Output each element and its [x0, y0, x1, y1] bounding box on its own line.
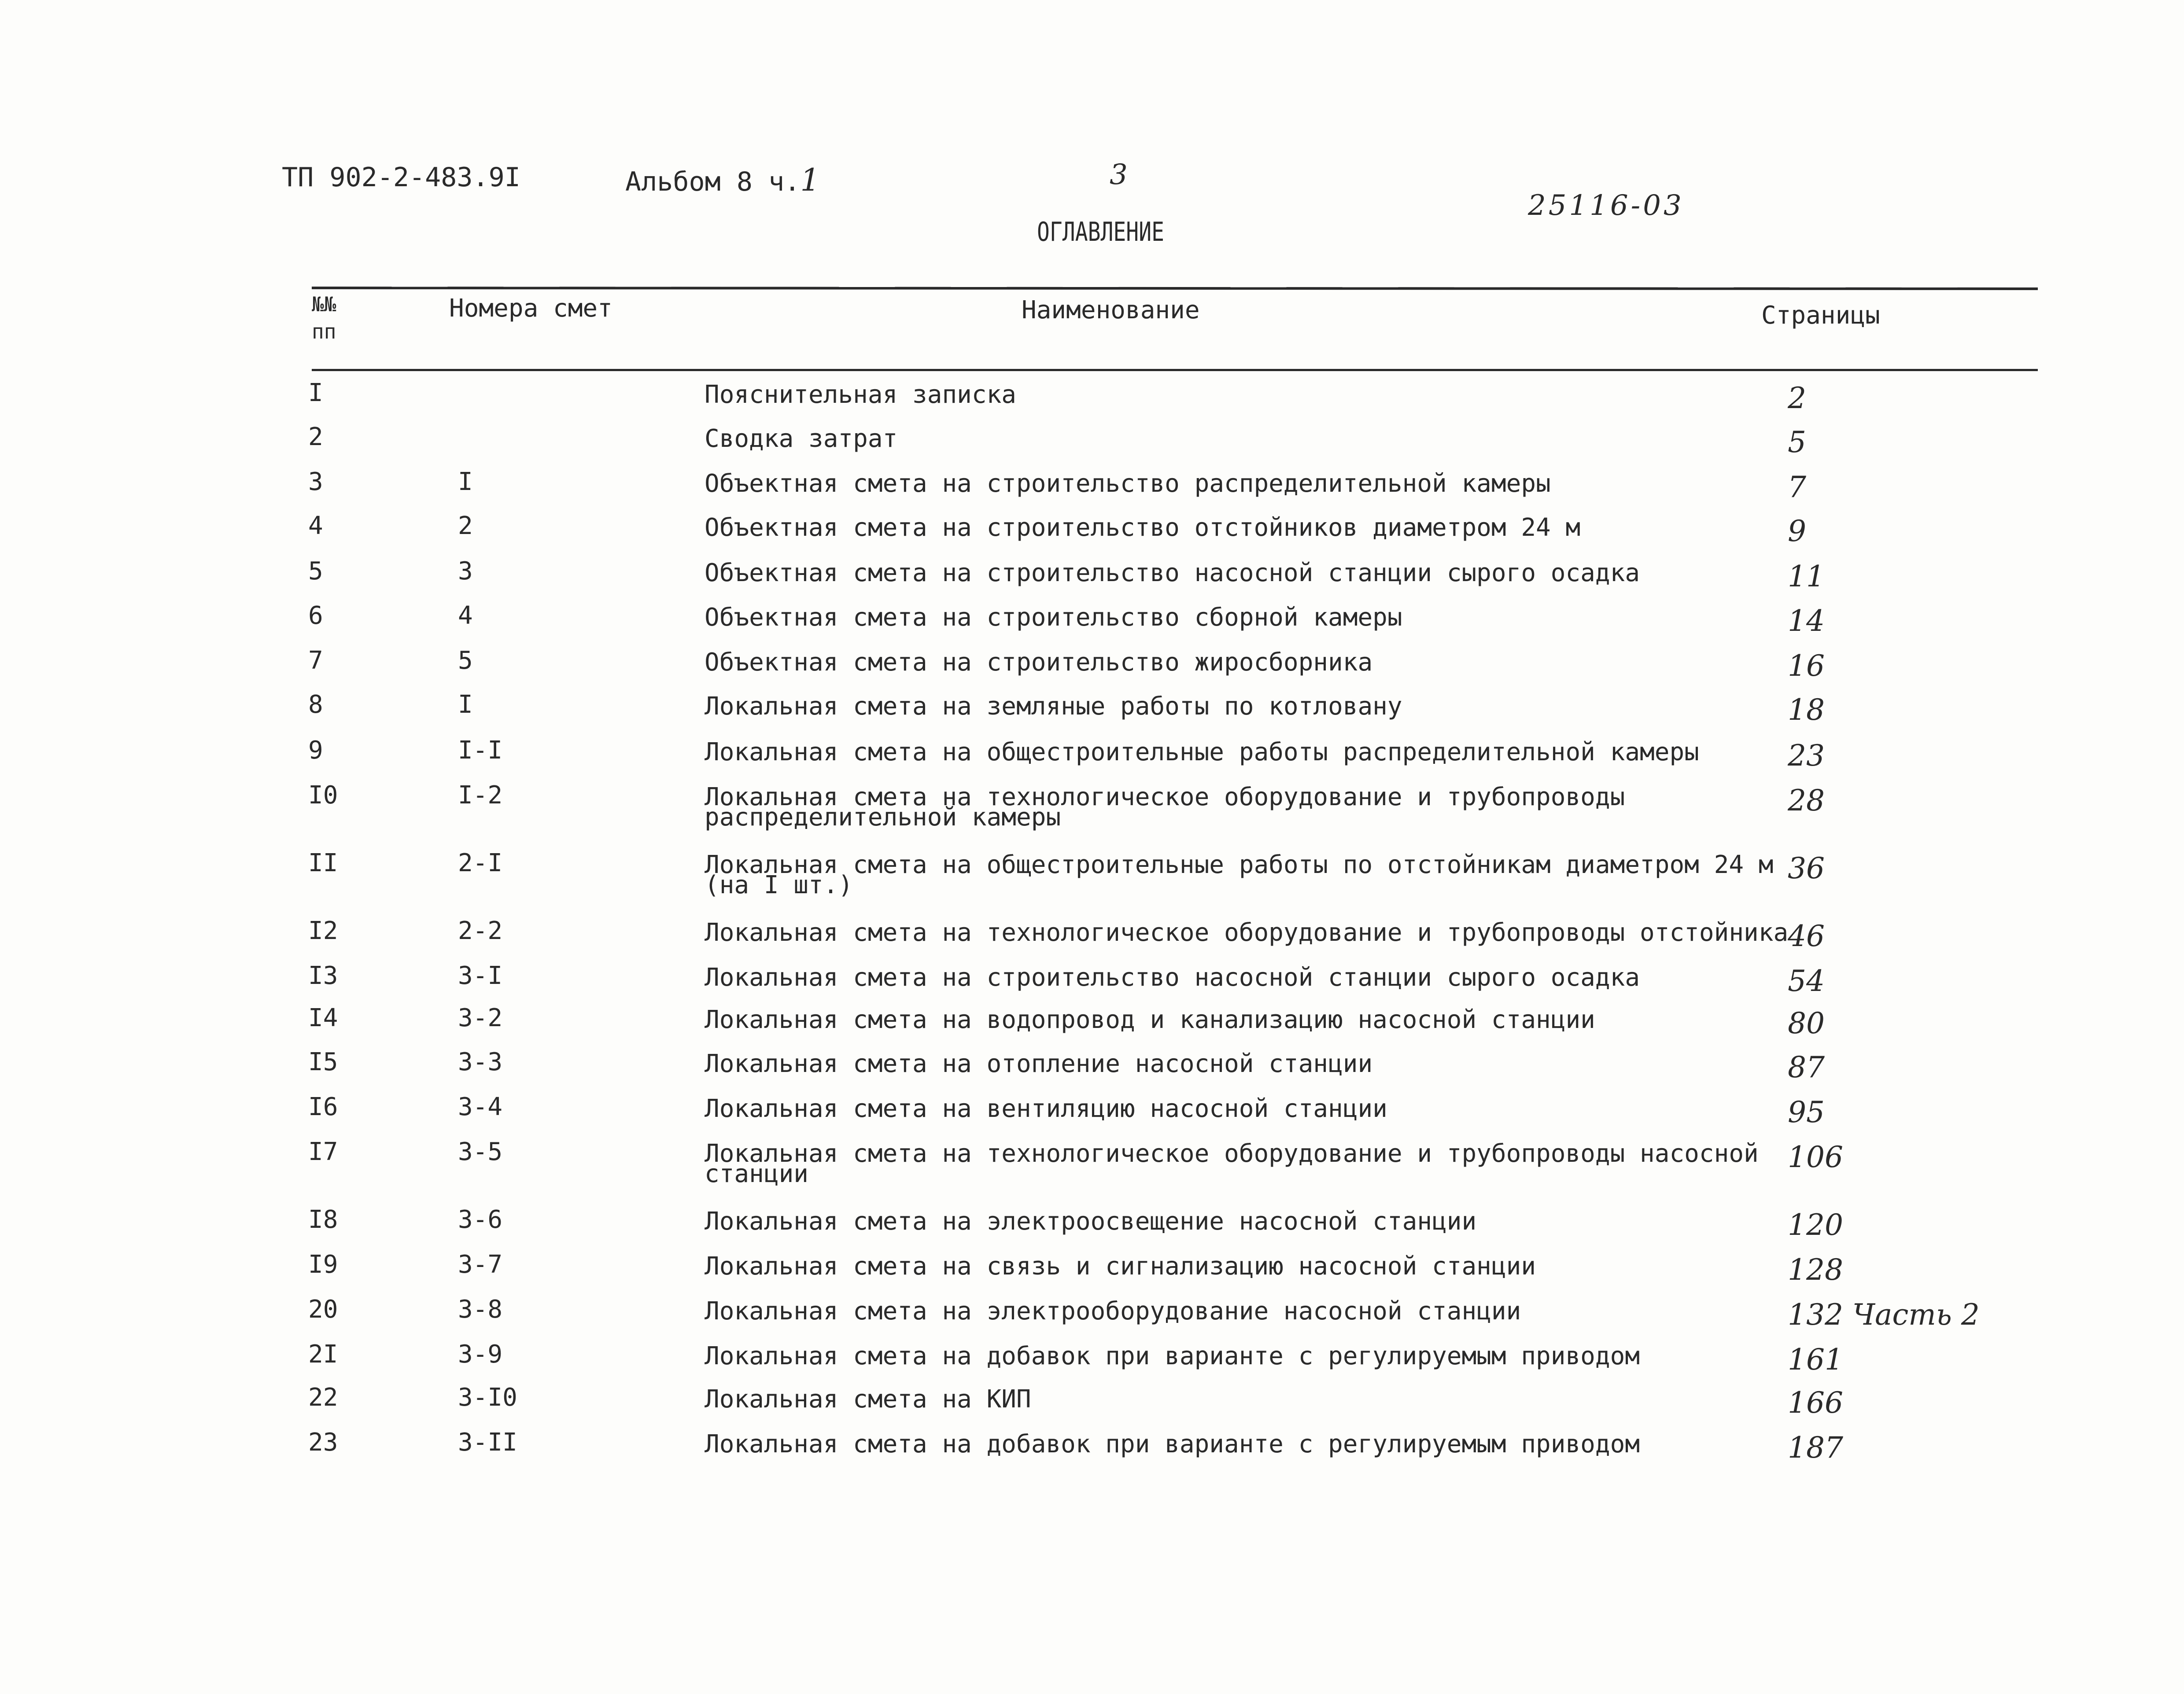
row-title-line: Локальная смета на земляные работы по котловану — [705, 692, 1402, 721]
page-reference: 46 — [1788, 919, 1825, 953]
estimate-number: 3-I — [458, 961, 503, 990]
row-number: 8 — [308, 690, 323, 719]
row-title — [705, 1342, 1640, 1370]
row-title — [705, 1094, 1387, 1123]
row-title — [705, 1252, 1536, 1281]
estimate-number: I — [458, 690, 473, 719]
row-number: 2I — [308, 1340, 338, 1369]
row-title — [705, 469, 1551, 498]
row-title-line: Локальная смета на КИП — [705, 1385, 1031, 1414]
row-title — [705, 851, 1774, 899]
row-number: II — [308, 849, 338, 877]
row-number: I0 — [308, 781, 338, 810]
row-title-line: Объектная смета на строительство жиросборника — [705, 648, 1373, 677]
row-title — [705, 559, 1640, 587]
row-title — [705, 918, 1789, 947]
page-reference: 28 — [1788, 784, 1825, 818]
row-title — [705, 783, 1625, 832]
page-reference: 5 — [1788, 425, 1806, 459]
row-title — [705, 963, 1640, 992]
row-title — [705, 513, 1581, 542]
estimate-number: 5 — [458, 646, 473, 675]
row-title-line: Сводка затрат — [705, 424, 898, 453]
row-title-line: Локальная смета на общестроительные работы распределительной камеры — [705, 738, 1699, 766]
row-title — [705, 1207, 1477, 1236]
estimate-number: 4 — [458, 601, 473, 630]
row-title — [705, 424, 898, 453]
estimate-number: 2 — [458, 512, 473, 540]
estimate-number: 3 — [458, 557, 473, 586]
document-code: ТП 902-2-483.9I — [282, 162, 520, 193]
row-number: 20 — [308, 1295, 338, 1324]
row-number: 2 — [308, 423, 323, 451]
row-title-line: Локальная смета на строительство насосной станции сырого осадка — [705, 963, 1640, 992]
row-title — [705, 603, 1402, 632]
row-title — [705, 1139, 1759, 1188]
estimate-number: 3-2 — [458, 1004, 503, 1032]
row-number: I9 — [308, 1250, 338, 1279]
estimate-number: 3-8 — [458, 1295, 503, 1324]
album-text: Альбом 8 ч. — [625, 166, 801, 197]
row-title-line: (на I шт.) — [705, 871, 853, 899]
row-title-line: Локальная смета на электрооборудование насосной станции — [705, 1297, 1521, 1326]
estimate-number: 3-II — [458, 1428, 517, 1457]
estimate-number: 3-5 — [458, 1138, 503, 1166]
page-reference: 14 — [1788, 604, 1825, 638]
page-reference: 54 — [1788, 964, 1825, 998]
page-reference: 9 — [1788, 514, 1806, 548]
estimate-number: I-2 — [458, 781, 503, 810]
row-title — [705, 1005, 1595, 1034]
row-title — [705, 1050, 1373, 1078]
row-title — [705, 1385, 1031, 1414]
row-number: I3 — [308, 961, 338, 990]
row-title-line: Локальная смета на добавок при варианте с регулируемым приводом — [705, 1430, 1640, 1458]
estimate-number: 3-7 — [458, 1250, 503, 1279]
row-title-line: Объектная смета на строительство сборной камеры — [705, 603, 1402, 632]
row-title-line: Пояснительная записка — [705, 380, 1017, 409]
estimate-number: 2-I — [458, 849, 503, 877]
estimate-number: 3-6 — [458, 1205, 503, 1234]
page-reference: 7 — [1788, 470, 1806, 504]
row-title-line: Объектная смета на строительство отстойников диаметром 24 м — [705, 513, 1581, 542]
row-title-line: Локальная смета на технологическое оборудование и трубопроводы отстойника — [705, 918, 1789, 947]
row-title — [705, 1297, 1521, 1326]
estimate-number: 3-3 — [458, 1048, 503, 1076]
row-title-line: Локальная смета на водопровод и канализацию насосной станции — [705, 1005, 1595, 1034]
row-number: 7 — [308, 646, 323, 675]
column-header-name: Наименование — [1022, 296, 1200, 324]
row-number: I8 — [308, 1205, 338, 1234]
page-reference: 106 — [1788, 1140, 1843, 1174]
row-title — [705, 738, 1699, 766]
row-number: 23 — [308, 1428, 338, 1457]
page-reference: 16 — [1788, 649, 1825, 683]
page-reference: 80 — [1788, 1006, 1825, 1040]
page-reference: 87 — [1788, 1050, 1825, 1084]
page-reference: 187 — [1788, 1431, 1843, 1465]
album-part: 1 — [800, 162, 820, 198]
column-header-pages: Страницы — [1761, 301, 1880, 330]
estimate-number: 3-4 — [458, 1093, 503, 1121]
page-reference: 18 — [1788, 693, 1825, 727]
page-reference: 2 — [1788, 381, 1806, 415]
row-number: I2 — [308, 917, 338, 945]
page-number: 3 — [1110, 158, 1128, 191]
row-number: 22 — [308, 1383, 338, 1412]
row-number: 9 — [308, 736, 323, 765]
column-header-estimate: Номера смет — [449, 294, 612, 323]
row-title-line: Объектная смета на строительство насосной станции сырого осадка — [705, 559, 1640, 587]
estimate-number: I — [458, 468, 473, 496]
estimate-number: 3-I0 — [458, 1383, 517, 1412]
row-title — [705, 380, 1017, 409]
row-title — [705, 692, 1402, 721]
page-reference: 132 Часть 2 — [1788, 1298, 1980, 1332]
row-number: 3 — [308, 468, 323, 496]
page-reference: 120 — [1788, 1208, 1843, 1242]
row-number: 5 — [308, 557, 323, 586]
row-title-line: Локальная смета на вентиляцию насосной станции — [705, 1094, 1387, 1123]
page-reference: 23 — [1788, 739, 1825, 773]
archive-code: 25116-03 — [1528, 189, 1684, 222]
page-reference: 166 — [1788, 1386, 1843, 1420]
page-reference: 36 — [1788, 851, 1825, 885]
column-header-number-line1: №№ — [312, 292, 336, 316]
page-reference: 161 — [1788, 1343, 1843, 1377]
page-reference: 95 — [1788, 1095, 1825, 1129]
row-title — [705, 1430, 1640, 1458]
row-number: I7 — [308, 1138, 338, 1166]
row-title-line: Локальная смета на отопление насосной станции — [705, 1050, 1373, 1078]
row-title-line: Локальная смета на общестроительные работы по отстойникам диаметром 24 м — [705, 851, 1774, 879]
row-number: 4 — [308, 512, 323, 540]
row-number: I — [308, 379, 323, 407]
row-number: I4 — [308, 1004, 338, 1032]
page-reference: 11 — [1788, 560, 1825, 593]
row-title-line: станции — [705, 1160, 809, 1188]
estimate-number: I-I — [458, 736, 503, 765]
row-number: 6 — [308, 601, 323, 630]
row-title-line: Локальная смета на технологическое оборудование и трубопроводы — [705, 783, 1625, 811]
row-number: I6 — [308, 1093, 338, 1121]
row-number: I5 — [308, 1048, 338, 1076]
page-reference: 128 — [1788, 1253, 1843, 1287]
row-title-line: Локальная смета на связь и сигнализацию насосной станции — [705, 1252, 1536, 1281]
row-title-line: Объектная смета на строительство распределительной камеры — [705, 469, 1551, 498]
page-title: ОГЛАВЛЕНИЕ — [1037, 217, 1164, 247]
row-title-line: распределительной камеры — [705, 803, 1061, 832]
row-title-line: Локальная смета на технологическое оборудование и трубопроводы насосной — [705, 1139, 1759, 1168]
estimate-number: 3-9 — [458, 1340, 503, 1369]
estimate-number: 2-2 — [458, 917, 503, 945]
row-title — [705, 648, 1373, 677]
column-header-number-line2: пп — [312, 320, 336, 343]
row-title-line: Локальная смета на добавок при варианте с регулируемым приводом — [705, 1342, 1640, 1370]
row-title-line: Локальная смета на электроосвещение насосной станции — [705, 1207, 1477, 1236]
